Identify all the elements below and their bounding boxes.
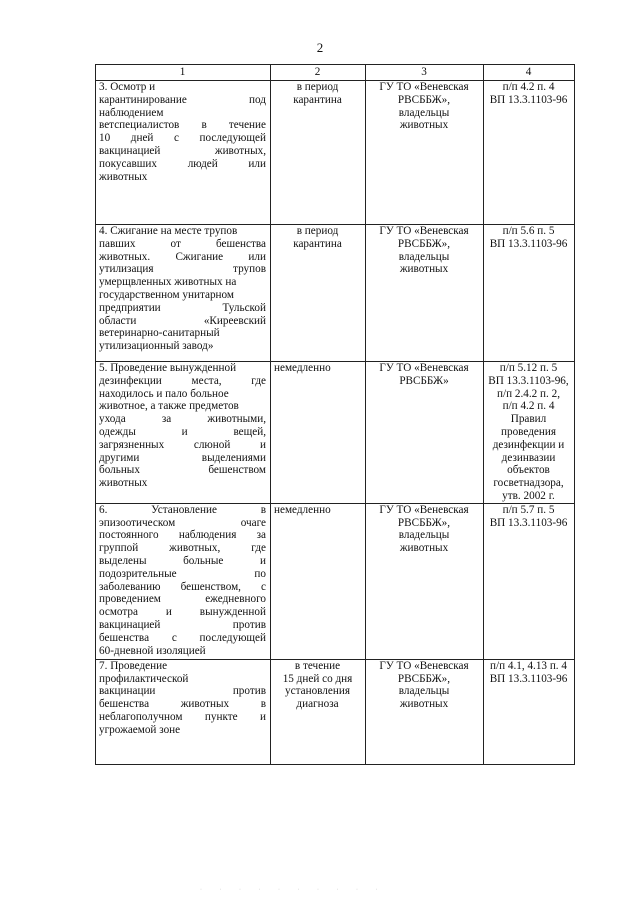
cell-line: 7. Проведение	[99, 659, 168, 672]
cell-line: ухода за животными,	[99, 413, 266, 426]
cell-line: п/п 4.2 п. 4	[502, 400, 555, 413]
cell-line: заболеванию бешенством, с	[99, 580, 266, 593]
measure-cell	[96, 225, 271, 362]
cell-line: 4. Сжигание на месте трупов	[99, 225, 238, 237]
cell-line: владельцы	[398, 685, 450, 698]
table-row	[96, 659, 575, 764]
cell-line: загрязненных слюной и	[99, 438, 266, 451]
cell-line: в период	[296, 225, 339, 237]
measure-cell	[96, 503, 271, 659]
cell-line: ВП 13.3.1103-96	[489, 93, 568, 106]
cell-line: ВП 13.3.1103-96	[489, 672, 568, 685]
measure-cell	[96, 659, 271, 764]
cell-line: 5. Проведение вынужденной	[99, 362, 237, 374]
cell-line: утилизация трупов	[99, 263, 266, 276]
cell-line: дезинфекции места, где	[99, 374, 266, 387]
column-header: 2	[271, 65, 366, 81]
cell-line: животное, а также предметов	[99, 400, 239, 413]
cell-line: утилизационный завод»	[99, 340, 214, 353]
cell-line: п/п 5.6 п. 5	[502, 225, 555, 237]
cell-line: животных	[399, 119, 449, 132]
cell-line: утв. 2002 г.	[502, 489, 555, 502]
executor-cell	[366, 81, 484, 225]
cell-line: бешенства с последующей	[99, 631, 266, 644]
cell-line: 60-дневной изоляцией	[99, 644, 206, 657]
cell-line: неблагополучном пункте и	[99, 710, 266, 723]
cell-line: другими выделениями	[99, 451, 266, 464]
cell-line: ГУ ТО «Веневская	[379, 659, 469, 672]
cell-line: РВСББЖ»,	[397, 672, 451, 685]
executor-cell	[366, 362, 484, 504]
basis-cell	[484, 659, 575, 764]
period-cell	[271, 225, 366, 362]
cell-line: умерщвленных животных на	[99, 276, 237, 289]
cell-line: животных	[99, 170, 148, 183]
period-cell	[271, 362, 366, 504]
cell-line: в течение	[294, 659, 341, 672]
table-row	[96, 503, 575, 659]
page-number: 2	[316, 40, 324, 55]
cell-line: п/п 5.12 п. 5	[499, 362, 558, 374]
cell-line: покусавших людей или	[99, 157, 266, 170]
cell-line: животных	[99, 477, 148, 490]
cell-line: РВСББЖ»,	[397, 237, 451, 250]
cell-line: павших от бешенства	[99, 237, 266, 250]
cell-line: 15 дней со дня	[282, 672, 353, 685]
cell-line: осмотра и вынужденной	[99, 606, 266, 619]
cell-line: Правил	[510, 413, 547, 426]
cell-line: проведением ежедневного	[99, 593, 266, 606]
cell-line: карантина	[293, 93, 342, 106]
cell-line: бешенства животных в	[99, 698, 266, 711]
cell-line: животных	[399, 542, 449, 555]
cell-line: ветспециалистов в течение	[99, 119, 266, 132]
measures-table	[95, 64, 575, 765]
cell-line: профилактической	[99, 672, 189, 685]
basis-cell	[484, 81, 575, 225]
cell-line: животных. Сжигание или	[99, 250, 266, 263]
cell-line: наблюдением	[99, 106, 164, 119]
cell-line: ВП 13.3.1103-96	[489, 237, 568, 250]
cell-line: РВСББЖ»,	[397, 93, 451, 106]
cell-line: группой животных, где	[99, 542, 266, 555]
cell-line: РВСББЖ»,	[397, 516, 451, 529]
cell-line: выделены больные и	[99, 554, 266, 567]
basis-cell	[484, 225, 575, 362]
column-header: 1	[96, 65, 271, 81]
cell-line: вакцинации против	[99, 685, 266, 698]
table-row	[96, 81, 575, 225]
cell-line: установления	[285, 685, 350, 698]
table-row	[96, 225, 575, 362]
cell-line: находилось и пало больное	[99, 387, 229, 400]
cell-line: ВП 13.3.1103-96	[489, 516, 568, 529]
measure-cell	[96, 81, 271, 225]
executor-cell	[366, 659, 484, 764]
cell-line: госветнадзора,	[493, 477, 564, 490]
cell-line: 3. Осмотр и	[99, 81, 156, 93]
column-header: 4	[484, 65, 575, 81]
cell-line: дезинвазии	[501, 451, 556, 464]
cell-line: вакцинацией против	[99, 618, 266, 631]
cell-line: одежды и вещей,	[99, 425, 266, 438]
cell-line: п/п 4.2 п. 4	[502, 81, 555, 93]
cell-line: немедленно	[274, 503, 331, 516]
cell-line: объектов	[507, 464, 550, 477]
cell-line: ветеринарно-санитарный	[99, 327, 220, 340]
cell-line: ВП 13.3.1103-96,	[488, 374, 569, 387]
cell-line: области «Киреевский	[99, 314, 266, 327]
cell-line: владельцы	[398, 250, 450, 263]
table-row	[96, 362, 575, 504]
cell-line: постоянного наблюдения за	[99, 529, 266, 542]
measure-cell	[96, 362, 271, 504]
cell-line: подозрительные по	[99, 567, 266, 580]
cell-line: ГУ ТО «Веневская	[379, 362, 469, 374]
cell-line: ГУ ТО «Веневская	[379, 503, 469, 516]
cell-line: животных	[399, 698, 449, 711]
cell-line: проведения	[501, 425, 556, 438]
cell-line: владельцы	[398, 106, 450, 119]
cell-line: эпизоотическом очаге	[99, 516, 266, 529]
cell-line: ГУ ТО «Веневская	[379, 225, 469, 237]
cell-line: немедленно	[274, 362, 331, 374]
cell-line: предприятии Тульской	[99, 301, 266, 314]
cell-line: ГУ ТО «Веневская	[379, 81, 469, 93]
cell-line: п/п 5.7 п. 5	[502, 503, 555, 516]
period-cell	[271, 81, 366, 225]
cell-line: 6. Установление в	[99, 503, 266, 516]
column-header: 3	[366, 65, 484, 81]
period-cell	[271, 503, 366, 659]
basis-cell	[484, 503, 575, 659]
cell-line: государственном унитарном	[99, 288, 235, 301]
cell-line: вакцинацией животных,	[99, 144, 266, 157]
cell-line: в период	[296, 81, 339, 93]
period-cell	[271, 659, 366, 764]
cell-line: животных	[399, 263, 449, 276]
cell-line: владельцы	[398, 529, 450, 542]
basis-cell	[484, 362, 575, 504]
cell-line: п/п 2.4.2 п. 2,	[496, 387, 561, 400]
executor-cell	[366, 503, 484, 659]
cell-line: дезинфекции и	[492, 438, 565, 451]
cell-line: диагноза	[296, 698, 339, 711]
table-header-row	[96, 65, 575, 81]
cell-line: 10 дней с последующей	[99, 132, 266, 145]
cell-line: угрожаемой зоне	[99, 723, 181, 736]
cell-line: РВСББЖ»	[399, 374, 449, 387]
cell-line: больных бешенством	[99, 464, 266, 477]
cell-line: п/п 4.1, 4.13 п. 4	[489, 659, 567, 672]
executor-cell	[366, 225, 484, 362]
scan-artifacts: · · · · · · · · · ·	[200, 887, 386, 893]
cell-line: карантинирование под	[99, 93, 266, 106]
cell-line: карантина	[293, 237, 342, 250]
